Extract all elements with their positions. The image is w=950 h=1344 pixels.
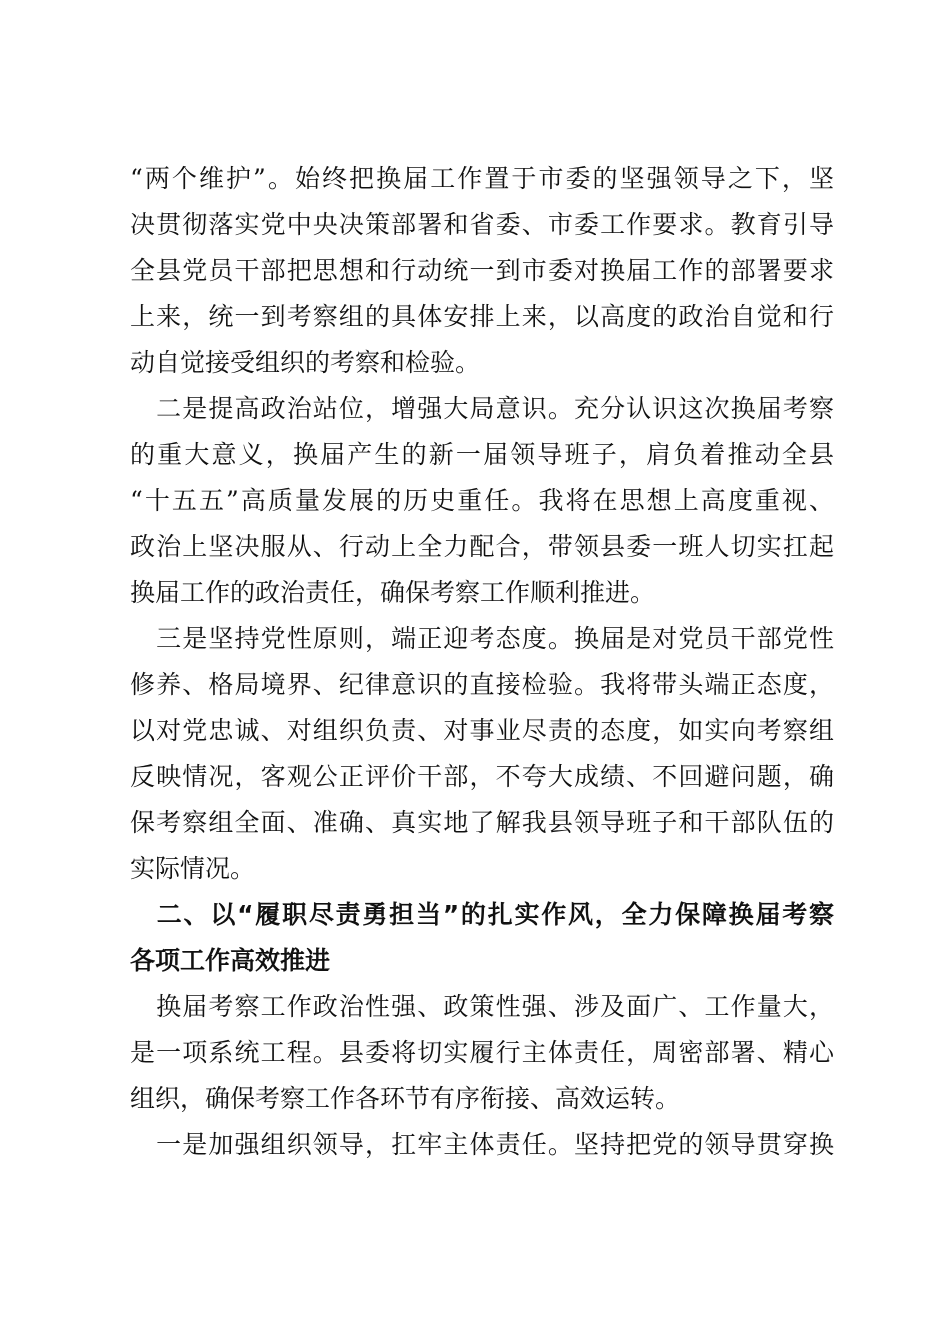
body-text-line: 保考察组全面、准确、真实地了解我县领导班子和干部队伍的 [130, 808, 834, 837]
body-text-line: 动自觉接受组织的考察和检验。 [130, 348, 481, 377]
section-heading-line: 各项工作高效推进 [130, 946, 331, 975]
body-text-line: 上来，统一到考察组的具体安排上来，以高度的政治自觉和行 [130, 302, 834, 331]
body-text-line: 反映情况，客观公正评价干部，不夸大成绩、不回避问题，确 [130, 762, 834, 791]
body-text-line: 一是加强组织领导，扛牢主体责任。坚持把党的领导贯穿换 [130, 1130, 834, 1159]
body-text-line: “十五五”高质量发展的历史重任。我将在思想上高度重视、 [130, 486, 834, 515]
body-text-line: 的重大意义，换届产生的新一届领导班子，肩负着推动全县 [130, 440, 834, 469]
body-text-line: 二是提高政治站位，增强大局意识。充分认识这次换届考察 [130, 394, 834, 423]
body-text-line: 实际情况。 [130, 854, 256, 883]
body-text-line: 以对党忠诚、对组织负责、对事业尽责的态度，如实向考察组 [130, 716, 834, 745]
body-text-line: 全县党员干部把思想和行动统一到市委对换届工作的部署要求 [130, 256, 834, 285]
body-text-line: 三是坚持党性原则，端正迎考态度。换届是对党员干部党性 [130, 624, 834, 653]
body-text-line: 换届工作的政治责任，确保考察工作顺利推进。 [130, 578, 656, 607]
body-text-line: 换届考察工作政治性强、政策性强、涉及面广、工作量大， [130, 992, 834, 1021]
body-text-line: 政治上坚决服从、行动上全力配合，带领县委一班人切实扛起 [130, 532, 834, 561]
body-text-line: 组织，确保考察工作各环节有序衔接、高效运转。 [130, 1084, 681, 1113]
body-text-line: “两个维护”。始终把换届工作置于市委的坚强领导之下，坚 [130, 164, 834, 193]
section-heading-line: 二、以“履职尽责勇担当”的扎实作风，全力保障换届考察 [130, 900, 834, 929]
body-text-line: 是一项系统工程。县委将切实履行主体责任，周密部署、精心 [130, 1038, 834, 1067]
body-text-line: 修养、格局境界、纪律意识的直接检验。我将带头端正态度， [130, 670, 834, 699]
body-text-line: 决贯彻落实党中央决策部署和省委、市委工作要求。教育引导 [130, 210, 834, 239]
